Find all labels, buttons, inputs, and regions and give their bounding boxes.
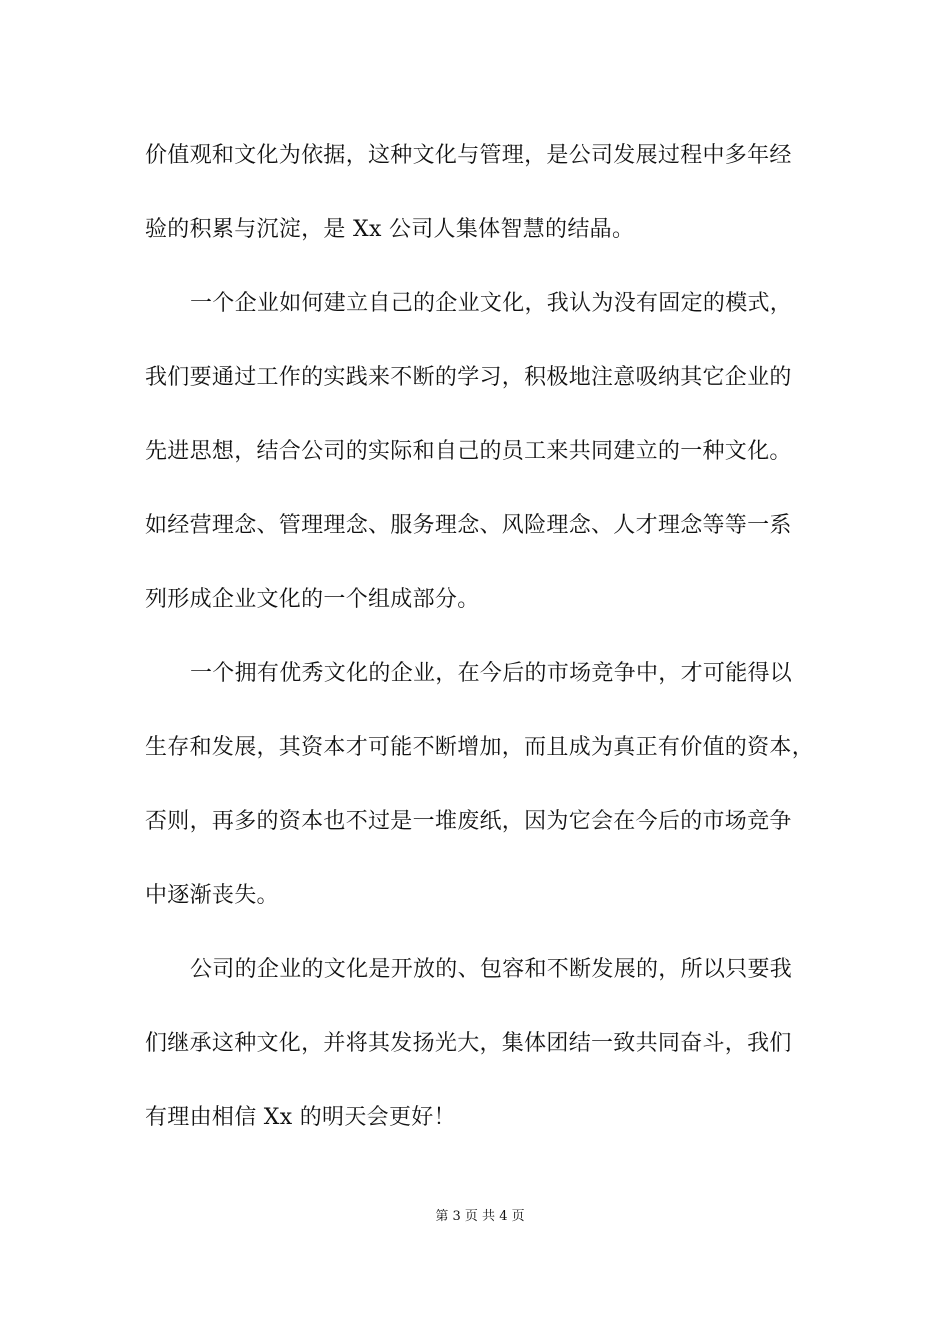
paragraph-line: 们继承这种文化，并将其发扬光大，集体团结一致共同奋斗，我们 — [145, 1031, 792, 1056]
paragraph-line: 列形成企业文化的一个组成部分。 — [145, 587, 480, 612]
paragraph-line: 我们要通过工作的实践来不断的学习，积极地注意吸纳其它企业的 — [145, 365, 792, 390]
paragraph-line: 有理由相信 Xx 的明天会更好！ — [145, 1105, 456, 1130]
paragraph-line: 价值观和文化为依据，这种文化与管理，是公司发展过程中多年经 — [145, 143, 792, 168]
page-number-footer: 第 3 页 共 4 页 — [435, 1209, 525, 1224]
paragraph-line: 否则，再多的资本也不过是一堆废纸，因为它会在今后的市场竞争 — [145, 809, 792, 834]
paragraph-line: 先进思想，结合公司的实际和自己的员工来共同建立的一种文化。 — [145, 439, 792, 464]
paragraph-line: 验的积累与沉淀，是 Xx 公司人集体智慧的结晶。 — [145, 217, 635, 242]
paragraph-line: 中逐渐丧失。 — [145, 883, 279, 908]
paragraph-first-line: 一个拥有优秀文化的企业，在今后的市场竞争中，才可能得以 — [190, 661, 793, 686]
paragraph-first-line: 公司的企业的文化是开放的、包容和不断发展的，所以只要我 — [190, 957, 793, 982]
paragraph-first-line: 一个企业如何建立自己的企业文化，我认为没有固定的模式， — [190, 291, 793, 316]
paragraph-line: 如经营理念、管理理念、服务理念、风险理念、人才理念等等一系 — [145, 513, 792, 538]
paragraph-line: 生存和发展，其资本才可能不断增加，而且成为真正有价值的资本， — [145, 735, 815, 760]
